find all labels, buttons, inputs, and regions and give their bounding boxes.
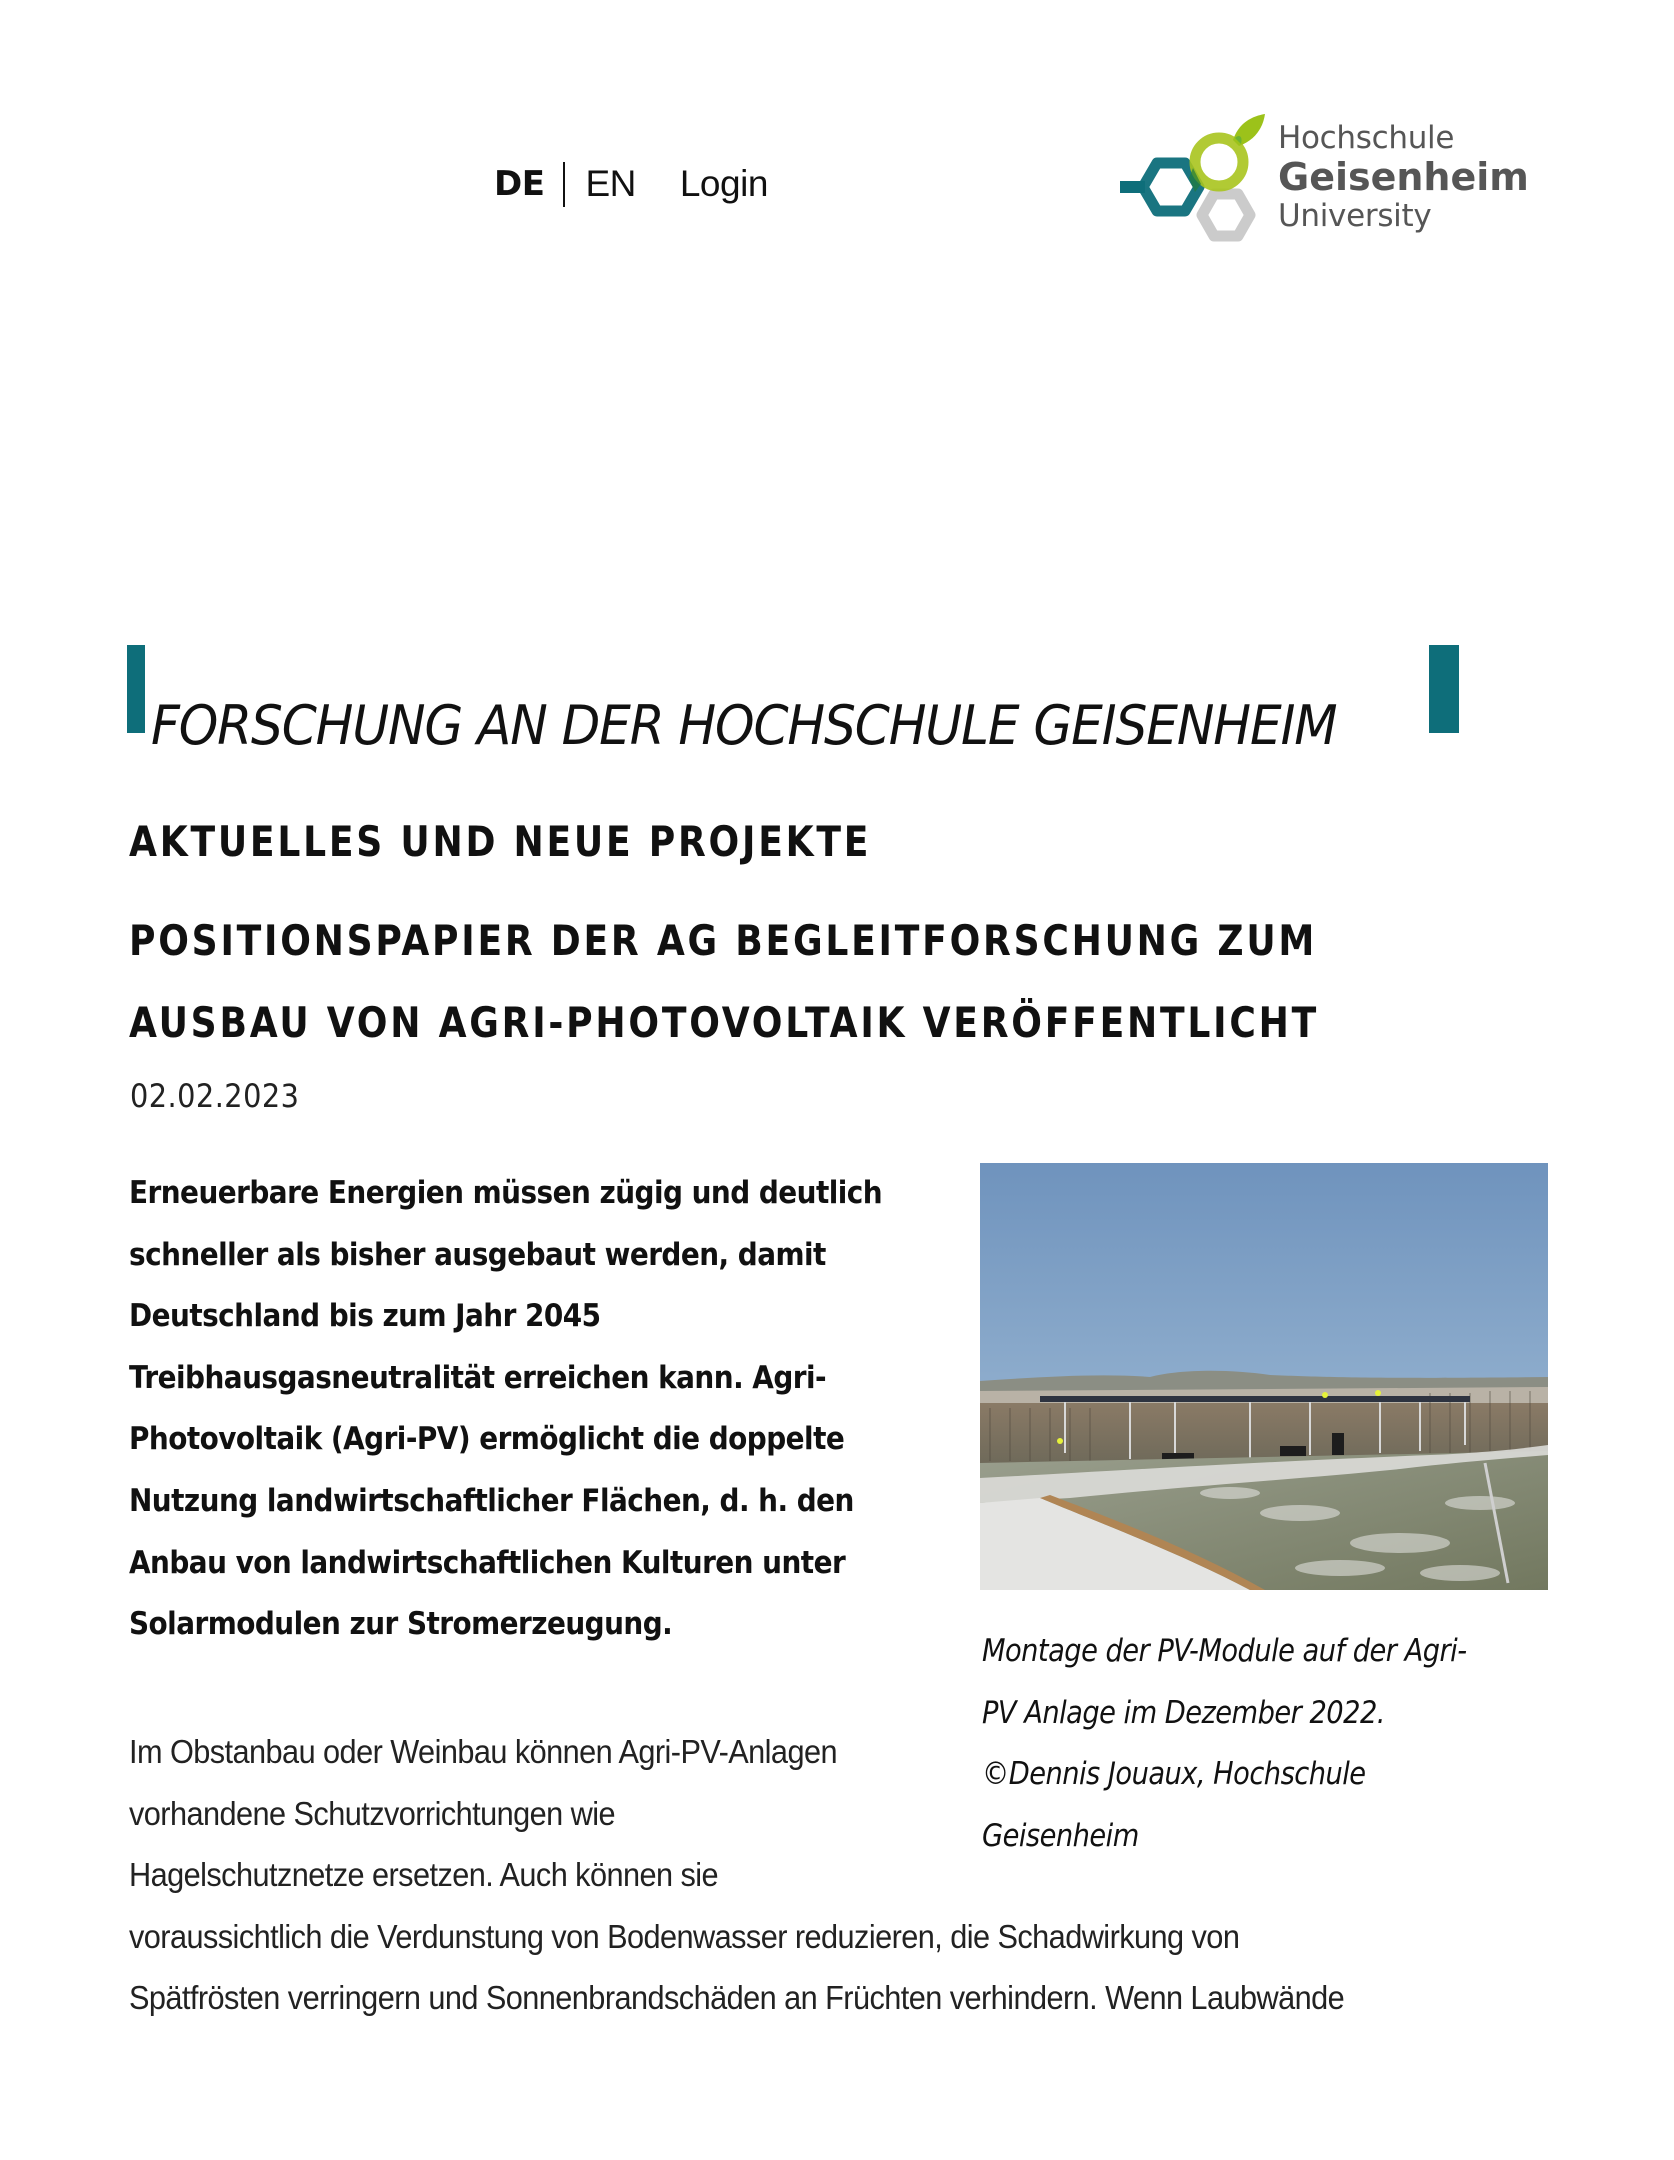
- banner-title: FORSCHUNG AN DER HOCHSCHULE GEISENHEIM: [151, 694, 1337, 758]
- agri-pv-photo[interactable]: [980, 1163, 1548, 1590]
- lead-line: Deutschland bis zum Jahr 2045: [129, 1298, 601, 1335]
- lead-line: Treibhausgasneutralität erreichen kann. Agri-: [129, 1359, 827, 1396]
- logo-line-geisenheim: Geisenheim: [1278, 155, 1529, 199]
- article-title-line: AUSBAU VON AGRI-PHOTOVOLTAIK VERÖFFENTLICHT: [129, 998, 1319, 1047]
- article-lead: [129, 1163, 883, 1656]
- university-logo[interactable]: [1115, 108, 1555, 258]
- caption-line: PV Anlage im Dezember 2022.: [982, 1694, 1385, 1731]
- lead-line: Nutzung landwirtschaftlicher Flächen, d. h. den: [129, 1482, 854, 1519]
- login-link[interactable]: Login: [679, 163, 768, 204]
- language-de-link[interactable]: DE: [494, 164, 545, 204]
- article-title: [129, 900, 1376, 1064]
- banner-accent-right: [1429, 645, 1459, 733]
- body-line: Hagelschutznetze ersetzen. Auch können sie: [129, 1856, 719, 1894]
- section-banner: [127, 645, 1459, 758]
- banner-accent-left: [127, 645, 145, 733]
- caption-line: ©Dennis Jouaux, Hochschule: [982, 1756, 1366, 1793]
- lead-line: Photovoltaik (Agri-PV) ermöglicht die doppelte: [129, 1421, 845, 1458]
- lead-line: Solarmodulen zur Stromerzeugung.: [129, 1606, 673, 1643]
- language-en-link[interactable]: EN: [585, 163, 636, 204]
- logo-line-hochschule: Hochschule: [1278, 120, 1455, 156]
- caption-line: Montage der PV-Module auf der Agri-: [982, 1633, 1467, 1669]
- lead-line: Erneuerbare Energien müssen zügig und deutlich: [129, 1175, 883, 1211]
- body-line: Spätfrösten verringern und Sonnenbrandschäden an Früchten verhindern. Wenn Laubwände: [129, 1979, 1345, 2017]
- lead-line: Anbau von landwirtschaftlichen Kulturen unter: [129, 1544, 846, 1581]
- caption-line: Geisenheim: [982, 1817, 1139, 1854]
- logo-wordmark: [1278, 120, 1529, 234]
- article-figure: [980, 1163, 1548, 1854]
- language-separator: [563, 162, 565, 207]
- article-title-line: POSITIONSPAPIER DER AG BEGLEITFORSCHUNG ZUM: [129, 916, 1318, 965]
- language-navigation: [494, 156, 768, 212]
- body-line: vorhandene Schutzvorrichtungen wie: [129, 1794, 616, 1832]
- article-date: 02.02.2023: [130, 1077, 300, 1115]
- section-heading: AKTUELLES UND NEUE PROJEKTE: [129, 817, 872, 866]
- lead-line: schneller als bisher ausgebaut werden, damit: [129, 1236, 826, 1273]
- article-body: [129, 1721, 1524, 2029]
- body-line: Im Obstanbau oder Weinbau können Agri-PV-Anlagen: [129, 1733, 837, 1770]
- logo-line-university: University: [1278, 198, 1432, 234]
- body-line: voraussichtlich die Verdunstung von Bodenwasser reduzieren, die Schadwirkung von: [129, 1917, 1240, 1955]
- logo-hexagons-icon: [1115, 108, 1275, 258]
